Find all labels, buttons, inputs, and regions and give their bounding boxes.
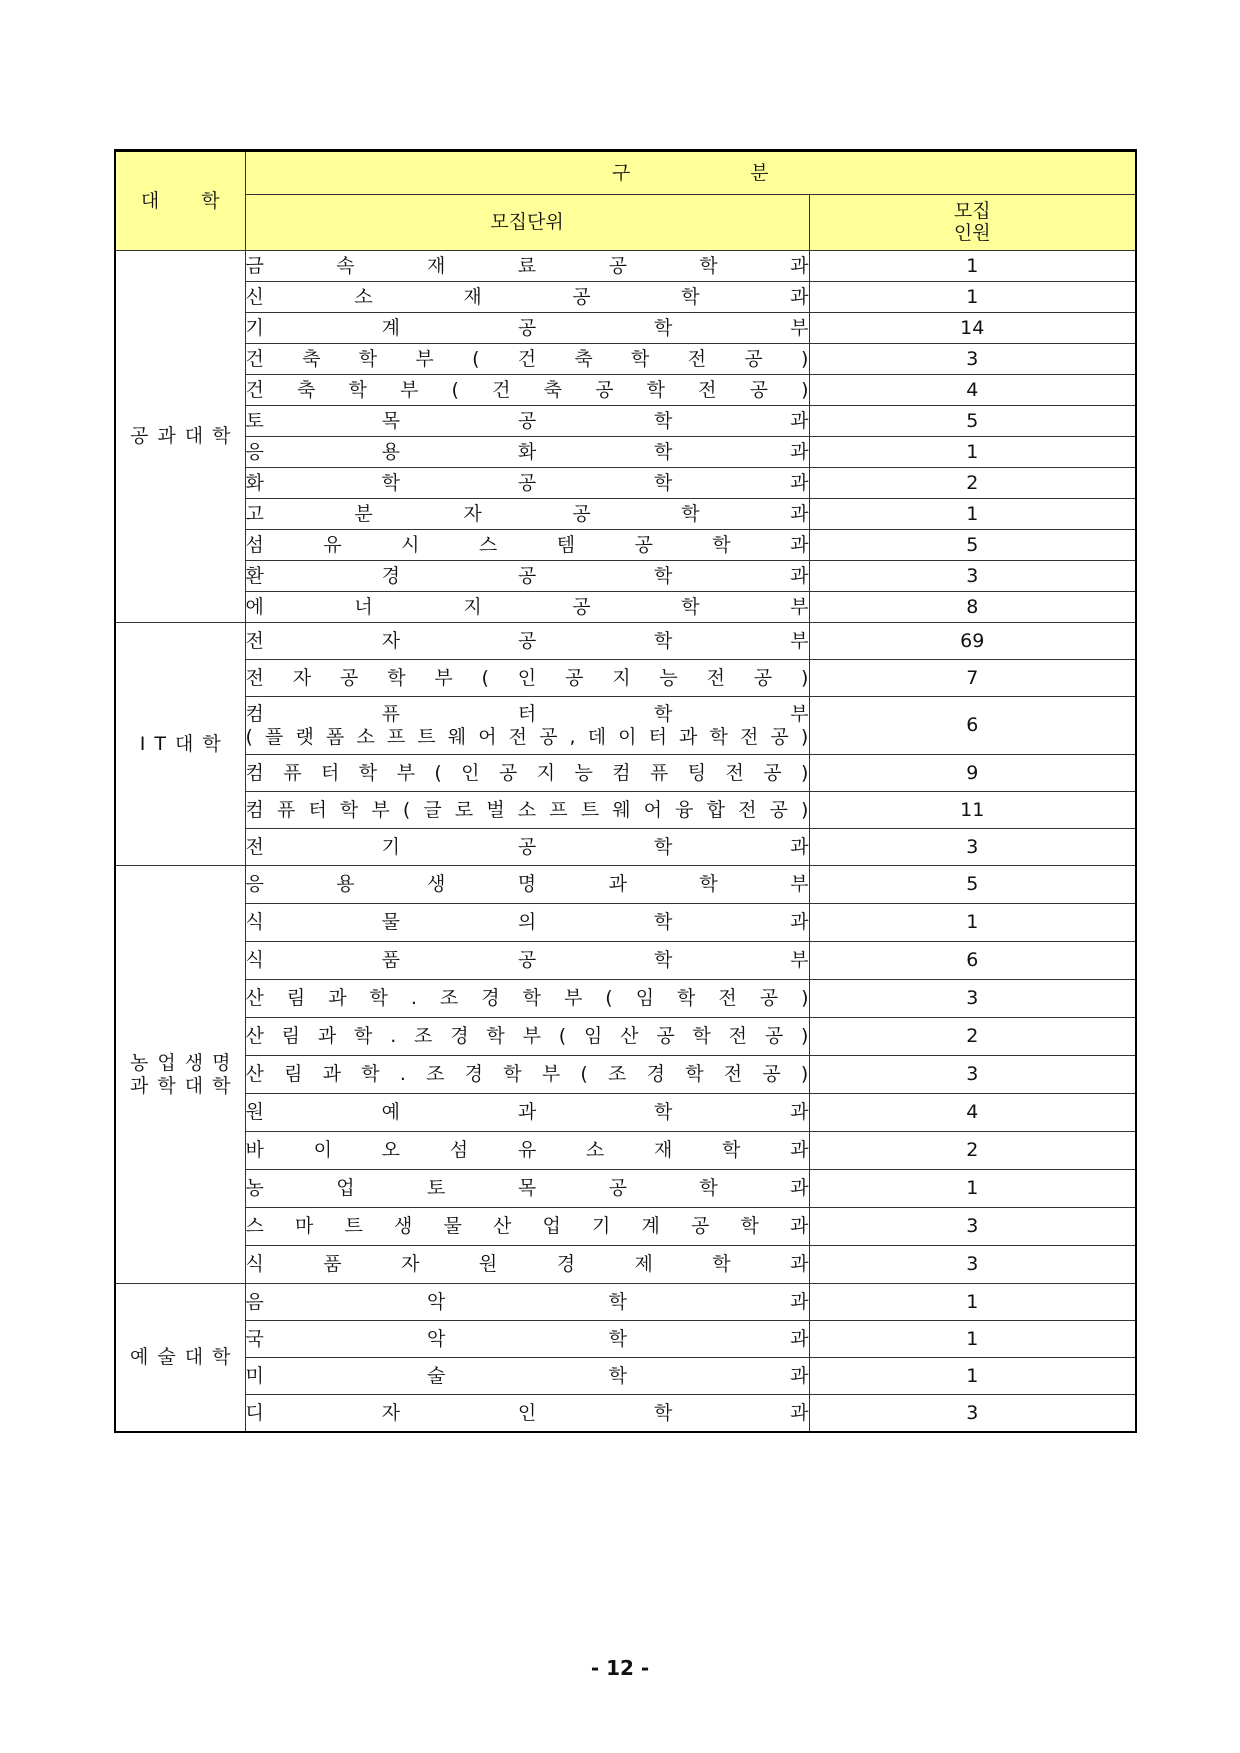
recruitment-unit-cell <box>245 530 809 561</box>
recruitment-unit-name: 건 축 학 부 ( 건 축 학 전 공 ) <box>245 347 809 370</box>
university-name: 과학대학 <box>130 1074 240 1097</box>
table-row <box>115 499 1136 530</box>
recruitment-count: 3 <box>809 1208 1136 1246</box>
university-cell <box>115 251 245 623</box>
recruitment-count: 3 <box>809 980 1136 1018</box>
recruitment-unit-cell <box>245 561 809 592</box>
recruitment-count: 3 <box>809 1246 1136 1284</box>
recruitment-unit-cell <box>245 592 809 623</box>
recruitment-unit-name: 바 이 오 섬 유 소 재 학 과 <box>245 1139 809 1162</box>
recruitment-unit-name: 농 업 토 목 공 학 과 <box>245 1177 809 1200</box>
admission-quota-table <box>114 149 1137 1433</box>
page-number: - 12 - <box>590 1656 650 1680</box>
table-row <box>115 792 1136 829</box>
table-row <box>115 942 1136 980</box>
recruitment-count: 1 <box>809 251 1136 282</box>
recruitment-unit-cell <box>245 1018 809 1056</box>
header-count-label-line2: 인원 <box>953 222 991 245</box>
recruitment-unit-cell <box>245 792 809 829</box>
recruitment-unit-name: 응 용 생 명 과 학 부 <box>245 873 809 896</box>
recruitment-unit-name: 전 자 공 학 부 ( 인 공 지 능 전 공 ) <box>245 666 809 689</box>
recruitment-unit-name: ( 플 랫 폼 소 프 트 웨 어 전 공 , 데 이 터 과 학 전 공 ) <box>245 725 809 748</box>
recruitment-count: 1 <box>809 1358 1136 1395</box>
table-row <box>115 980 1136 1018</box>
recruitment-unit-cell <box>245 1358 809 1395</box>
recruitment-unit-name: 원 예 과 학 과 <box>245 1101 809 1124</box>
recruitment-count: 1 <box>809 282 1136 313</box>
recruitment-unit-cell <box>245 1094 809 1132</box>
university-cell <box>115 623 245 866</box>
table-row <box>115 313 1136 344</box>
recruitment-unit-name: 컴 퓨 터 학 부 <box>245 702 809 725</box>
table-row <box>115 829 1136 866</box>
recruitment-unit-cell <box>245 1395 809 1433</box>
recruitment-count: 69 <box>809 623 1136 660</box>
recruitment-unit-name: 식 품 공 학 부 <box>245 949 809 972</box>
recruitment-unit-name: 음 악 학 과 <box>245 1290 809 1313</box>
recruitment-unit-cell <box>245 251 809 282</box>
recruitment-count: 3 <box>809 829 1136 866</box>
recruitment-unit-cell <box>245 904 809 942</box>
recruitment-unit-name: 식 품 자 원 경 제 학 과 <box>245 1253 809 1276</box>
university-cell <box>115 866 245 1284</box>
recruitment-unit-name: 디 자 인 학 과 <box>245 1401 809 1424</box>
table-body <box>115 251 1136 1433</box>
recruitment-unit-cell <box>245 1246 809 1284</box>
recruitment-count: 5 <box>809 866 1136 904</box>
recruitment-unit-name: 환 경 공 학 과 <box>245 564 809 587</box>
recruitment-unit-cell <box>245 282 809 313</box>
recruitment-unit-name: 컴 퓨 터 학 부 ( 인 공 지 능 컴 퓨 팅 전 공 ) <box>245 761 809 784</box>
recruitment-count: 1 <box>809 499 1136 530</box>
table-row <box>115 755 1136 792</box>
recruitment-unit-name: 국 악 학 과 <box>245 1327 809 1350</box>
recruitment-unit-cell <box>245 660 809 697</box>
recruitment-count: 5 <box>809 530 1136 561</box>
recruitment-unit-cell <box>245 1208 809 1246</box>
recruitment-unit-name: 토 목 공 학 과 <box>245 409 809 432</box>
recruitment-unit-cell <box>245 1170 809 1208</box>
recruitment-count: 4 <box>809 1094 1136 1132</box>
recruitment-unit-name: 섬 유 시 스 템 공 학 과 <box>245 533 809 556</box>
table-row <box>115 866 1136 904</box>
recruitment-unit-name: 전 자 공 학 부 <box>245 629 809 652</box>
recruitment-unit-name: 컴 퓨 터 학 부 ( 글 로 벌 소 프 트 웨 어 융 합 전 공 ) <box>245 798 809 821</box>
university-cell <box>115 1284 245 1433</box>
recruitment-unit-name: 금 속 재 료 공 학 과 <box>245 254 809 277</box>
recruitment-unit-name: 에 너 지 공 학 부 <box>245 595 809 618</box>
recruitment-count: 5 <box>809 406 1136 437</box>
recruitment-count: 4 <box>809 375 1136 406</box>
table-row <box>115 1208 1136 1246</box>
recruitment-count: 6 <box>809 697 1136 755</box>
table-row <box>115 1094 1136 1132</box>
recruitment-unit-cell <box>245 1132 809 1170</box>
recruitment-count: 2 <box>809 1018 1136 1056</box>
table-row <box>115 375 1136 406</box>
recruitment-count: 14 <box>809 313 1136 344</box>
header-count-label-line1: 모집 <box>953 199 991 222</box>
header-category <box>245 151 1136 195</box>
header-unit-label: 모집단위 <box>490 211 564 234</box>
recruitment-count: 3 <box>809 1395 1136 1433</box>
recruitment-unit-cell <box>245 942 809 980</box>
university-name: IT대학 <box>139 732 230 755</box>
recruitment-unit-name: 스 마 트 생 물 산 업 기 계 공 학 과 <box>245 1215 809 1238</box>
recruitment-count: 3 <box>809 1056 1136 1094</box>
recruitment-unit-cell <box>245 437 809 468</box>
recruitment-count: 1 <box>809 904 1136 942</box>
recruitment-unit-cell <box>245 468 809 499</box>
recruitment-unit-cell <box>245 829 809 866</box>
table-row <box>115 697 1136 755</box>
recruitment-count: 7 <box>809 660 1136 697</box>
recruitment-count: 2 <box>809 1132 1136 1170</box>
recruitment-count: 6 <box>809 942 1136 980</box>
table-row <box>115 1170 1136 1208</box>
header-university-label: 대 학 <box>140 189 238 212</box>
table-row <box>115 561 1136 592</box>
table-row <box>115 904 1136 942</box>
recruitment-unit-cell <box>245 697 809 755</box>
recruitment-unit-name: 화 학 공 학 과 <box>245 471 809 494</box>
recruitment-unit-cell <box>245 623 809 660</box>
recruitment-unit-cell <box>245 499 809 530</box>
header-category-char: 구 <box>611 161 631 184</box>
table-row <box>115 406 1136 437</box>
table-row <box>115 530 1136 561</box>
table-row <box>115 437 1136 468</box>
recruitment-unit-cell <box>245 344 809 375</box>
recruitment-count: 3 <box>809 344 1136 375</box>
recruitment-unit-cell <box>245 1321 809 1358</box>
recruitment-unit-name: 전 기 공 학 과 <box>245 835 809 858</box>
recruitment-count: 1 <box>809 1170 1136 1208</box>
table-row <box>115 1358 1136 1395</box>
header-university <box>115 151 245 251</box>
header-recruitment-unit <box>245 194 809 250</box>
university-name: 공과대학 <box>130 425 240 448</box>
recruitment-unit-cell <box>245 1056 809 1094</box>
recruitment-unit-cell <box>245 313 809 344</box>
recruitment-count: 8 <box>809 592 1136 623</box>
table-row <box>115 1321 1136 1358</box>
table-row <box>115 1284 1136 1321</box>
recruitment-count: 9 <box>809 755 1136 792</box>
table-row <box>115 282 1136 313</box>
table-row <box>115 251 1136 282</box>
recruitment-count: 2 <box>809 468 1136 499</box>
recruitment-count: 1 <box>809 1321 1136 1358</box>
table-row <box>115 623 1136 660</box>
recruitment-unit-cell <box>245 1284 809 1321</box>
table-row <box>115 1018 1136 1056</box>
recruitment-unit-name: 식 물 의 학 과 <box>245 911 809 934</box>
table-row <box>115 1395 1136 1433</box>
table-row <box>115 592 1136 623</box>
recruitment-count: 3 <box>809 561 1136 592</box>
recruitment-unit-name: 신 소 재 공 학 과 <box>245 285 809 308</box>
recruitment-unit-cell <box>245 406 809 437</box>
recruitment-unit-name: 기 계 공 학 부 <box>245 316 809 339</box>
recruitment-unit-cell <box>245 375 809 406</box>
recruitment-unit-cell <box>245 866 809 904</box>
header-category-char: 분 <box>750 161 769 184</box>
table-row <box>115 468 1136 499</box>
recruitment-unit-name: 건 축 학 부 ( 건 축 공 학 전 공 ) <box>245 378 809 401</box>
table-row <box>115 660 1136 697</box>
table-row <box>115 1056 1136 1094</box>
header-recruitment-count <box>809 194 1136 250</box>
recruitment-unit-name: 산 림 과 학 . 조 경 학 부 ( 임 산 공 학 전 공 ) <box>245 1025 809 1048</box>
table-row <box>115 344 1136 375</box>
recruitment-unit-name: 응 용 화 학 과 <box>245 440 809 463</box>
recruitment-count: 11 <box>809 792 1136 829</box>
recruitment-unit-name: 고 분 자 공 학 과 <box>245 502 809 525</box>
recruitment-unit-name: 산 림 과 학 . 조 경 학 부 ( 조 경 학 전 공 ) <box>245 1063 809 1086</box>
university-name: 농업생명 <box>130 1051 240 1074</box>
recruitment-unit-cell <box>245 755 809 792</box>
recruitment-unit-cell <box>245 980 809 1018</box>
table-row <box>115 1246 1136 1284</box>
recruitment-count: 1 <box>809 1284 1136 1321</box>
recruitment-count: 1 <box>809 437 1136 468</box>
recruitment-unit-name: 미 술 학 과 <box>245 1364 809 1387</box>
university-name: 예술대학 <box>130 1346 240 1369</box>
recruitment-unit-name: 산 림 과 학 . 조 경 학 부 ( 임 학 전 공 ) <box>245 987 809 1010</box>
table-row <box>115 1132 1136 1170</box>
